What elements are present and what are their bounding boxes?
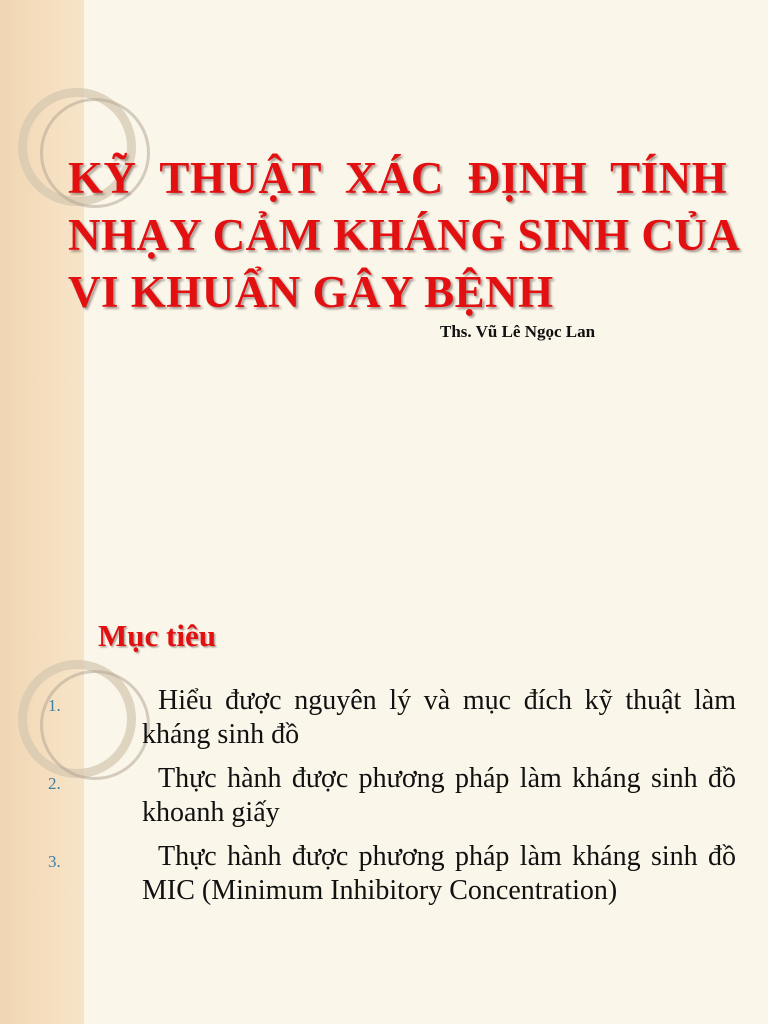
list-item-text: Thực hành được phương pháp làm kháng sinh đồ MIC (Minimum Inhibitory Concentration): [142, 841, 736, 906]
section-heading: Mục tiêu: [98, 618, 216, 653]
title-line: KỸ THUẬT XÁC ĐỊNH TÍNH: [68, 153, 728, 203]
list-item: [40, 684, 736, 752]
objectives-slide: [0, 512, 768, 1024]
list-item-text: Thực hành được phương pháp làm kháng sinh đồ khoanh giấy: [142, 763, 736, 828]
list-number: 2.: [48, 774, 61, 793]
list-number: 3.: [48, 852, 61, 871]
author-name: Ths. Vũ Lê Ngọc Lan: [440, 322, 596, 341]
title-line: NHẠY CẢM KHÁNG SINH CỦA: [68, 210, 741, 260]
list-item-text: Hiểu được nguyên lý và mục đích kỹ thuật làm kháng sinh đồ: [142, 685, 736, 750]
list-number: 1.: [48, 696, 61, 715]
list-item: [40, 762, 736, 830]
objectives-list: [40, 684, 736, 918]
title-line: VI KHUẨN GÂY BỆNH: [68, 267, 554, 317]
list-item: [40, 840, 736, 908]
slide-title: [68, 150, 748, 321]
